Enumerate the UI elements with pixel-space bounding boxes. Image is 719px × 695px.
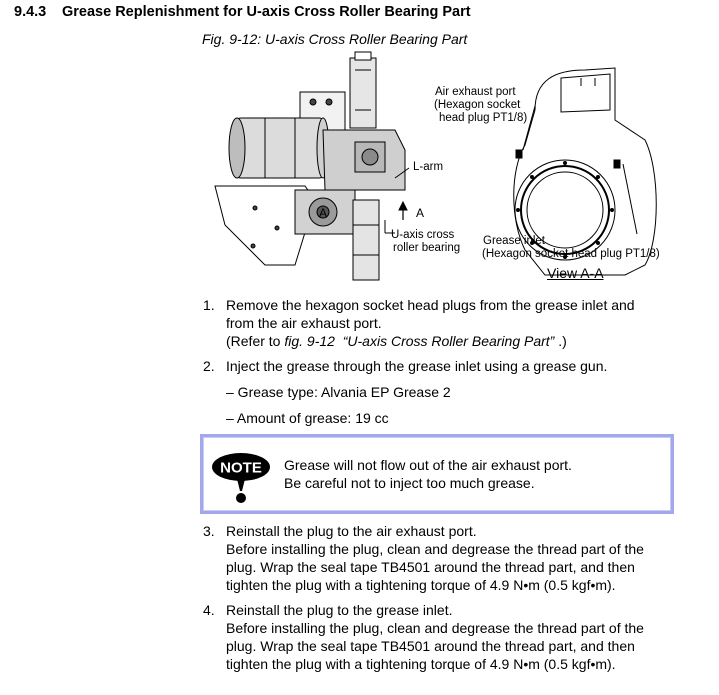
step-line: Inject the grease through the grease inlet using a grease gun.	[226, 358, 608, 374]
label-grease-inlet-2: (Hexagon socket head plug PT1/8)	[482, 248, 660, 260]
step-number: 3.	[203, 523, 215, 539]
section-number: 9.4.3	[14, 4, 47, 20]
step-line: Reinstall the plug to the air exhaust port.	[226, 523, 477, 539]
label-air-exhaust-3: head plug PT1/8)	[439, 112, 528, 124]
label-air-exhaust-1: Air exhaust port	[435, 86, 516, 98]
ref-fig-link[interactable]: fig. 9-12	[284, 333, 335, 349]
grease-amount-item: – Amount of grease: 19 cc	[226, 410, 389, 426]
ref-prefix: (Refer to	[226, 333, 285, 349]
section-heading	[14, 4, 471, 20]
label-u-axis-1: U-axis cross	[391, 229, 455, 241]
section-title: Grease Replenishment for U-axis Cross Roller Bearing Part	[62, 4, 471, 20]
step-line: Remove the hexagon socket head plugs from the grease inlet and	[226, 297, 635, 313]
robot-arm-side-view	[215, 52, 409, 280]
label-l-arm: L-arm	[413, 161, 444, 173]
step-number: 1.	[203, 297, 215, 313]
step-line: from the air exhaust port.	[226, 315, 382, 331]
step-line: Reinstall the plug to the grease inlet.	[226, 602, 453, 618]
step-line: Before installing the plug, clean and degrease the thread part of the	[226, 620, 644, 636]
label-view-a-a: View A-A	[547, 265, 604, 281]
label-u-axis-2: roller bearing	[393, 242, 461, 254]
note-box	[200, 434, 674, 514]
step-line: tighten the plug with a tightening torque of 4.9 N•m (0.5 kgf•m).	[226, 577, 616, 593]
note-icon-label: NOTE	[220, 459, 262, 477]
step-line: tighten the plug with a tightening torque of 4.9 N•m (0.5 kgf•m).	[226, 656, 616, 672]
note-line: Be careful not to inject too much grease.	[284, 475, 535, 491]
grease-type-item: – Grease type: Alvania EP Grease 2	[226, 384, 451, 400]
step-reference	[226, 332, 635, 350]
note-icon	[211, 451, 271, 505]
step-line: plug. Wrap the seal tape TB4501 around the thread part, and then	[226, 638, 635, 654]
label-air-exhaust-2: (Hexagon socket	[434, 99, 521, 111]
label-section-a-left: A	[319, 206, 328, 220]
label-section-a-right: A	[416, 206, 425, 220]
step-number: 4.	[203, 602, 215, 618]
step-line: Before installing the plug, clean and degrease the thread part of the	[226, 541, 644, 557]
figure-caption: Fig. 9-12: U-axis Cross Roller Bearing Part	[202, 31, 468, 47]
ref-suffix: .)	[558, 333, 567, 349]
ref-title: “U-axis Cross Roller Bearing Part”	[342, 333, 555, 349]
note-line: Grease will not flow out of the air exhaust port.	[284, 457, 572, 473]
step-number: 2.	[203, 358, 215, 374]
label-grease-inlet-1: Grease inlet	[483, 235, 546, 247]
step-line: plug. Wrap the seal tape TB4501 around the thread part, and then	[226, 559, 635, 575]
note-text	[284, 456, 572, 492]
